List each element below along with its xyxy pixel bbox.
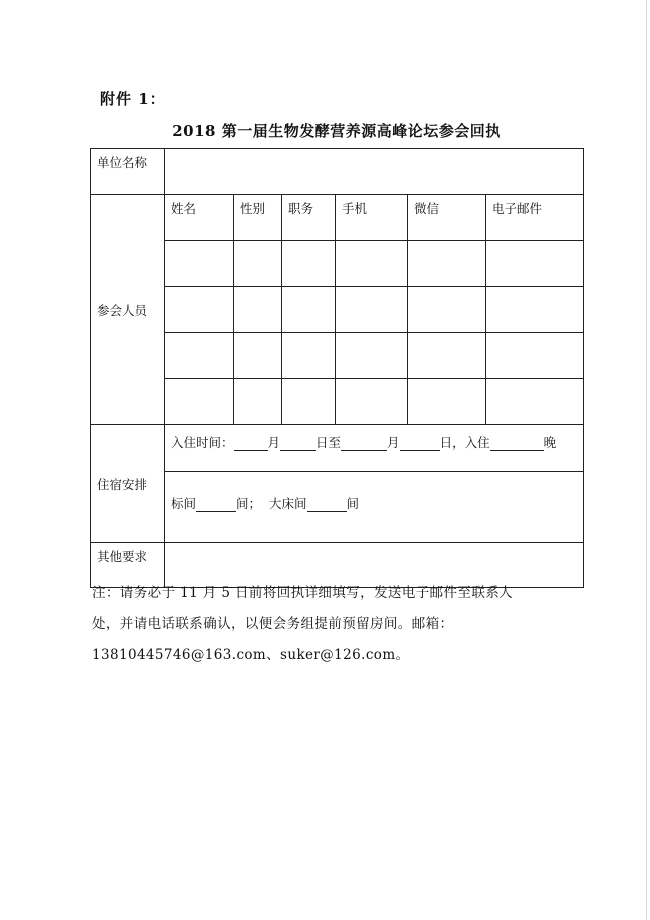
note-line-2: 处，并请电话联系确认，以便会务组提前预留房间。邮箱： [92,616,454,632]
attendee-cell[interactable] [165,379,234,425]
king-room-text: 大床间 [268,496,307,511]
standard-room-blank[interactable] [196,497,236,512]
attendee-cell[interactable] [336,333,408,379]
note-block [92,578,562,671]
attendee-cell[interactable] [234,287,282,333]
attendee-cell[interactable] [282,333,336,379]
nights-blank[interactable] [490,436,544,451]
rooms-cell [165,472,584,543]
attendee-cell[interactable] [486,241,584,287]
attachment-label: 附件 1： [100,90,166,108]
table-row [91,333,584,379]
attendee-cell[interactable] [165,287,234,333]
attendee-header-row [91,195,584,241]
other-label: 其他要求 [97,549,148,564]
column-header-gender: 性别 [234,195,282,241]
checkin-prefix: 入住时间： [171,435,234,450]
unit-label-cell [91,149,165,195]
unit-value[interactable] [165,149,583,157]
attendee-cell[interactable] [336,241,408,287]
table-row [91,287,584,333]
attendees-label: 参会人员 [97,302,148,318]
rooms-line [165,472,583,532]
unit-label: 单位名称 [97,155,148,170]
attendee-cell[interactable] [486,287,584,333]
checkin-month-text: 月 [267,435,281,450]
king-room-unit: 间 [346,496,360,511]
lodging-label: 住宿安排 [97,476,148,492]
page-edge-divider [646,0,647,920]
checkin-cell [165,425,584,472]
nights-text: 晚 [543,435,557,450]
attendee-cell[interactable] [336,379,408,425]
attendee-cell[interactable] [282,287,336,333]
standard-room-unit: 间； [236,496,262,511]
column-header-mobile: 手机 [336,195,408,241]
attendee-cell[interactable] [165,241,234,287]
checkout-month-blank[interactable] [341,436,387,451]
checkin-line [165,425,583,471]
attendee-cell[interactable] [234,333,282,379]
attendee-cell[interactable] [486,333,584,379]
lodging-row-rooms [91,472,584,543]
attendee-cell[interactable] [234,241,282,287]
page-title: 2018 第一届生物发酵营养源高峰论坛参会回执 [172,122,501,140]
attendee-cell[interactable] [408,287,486,333]
attendee-cell[interactable] [408,333,486,379]
checkin-day-blank[interactable] [280,436,316,451]
attendee-cell[interactable] [234,379,282,425]
lodging-label-cell [91,425,165,543]
king-room-blank[interactable] [307,497,347,512]
lodging-row-checkin [91,425,584,472]
checkin-day-to-text: 日至 [316,435,342,450]
note-line-3: 13810445746@163.com、suker@126.com。 [92,647,410,663]
table-row [91,241,584,287]
unit-input-cell[interactable] [165,149,584,195]
checkout-month-text: 月 [387,435,400,450]
column-header-name: 姓名 [165,195,234,241]
checkout-day-text: 日，入住 [439,435,490,450]
column-header-position: 职务 [282,195,336,241]
checkout-day-blank[interactable] [400,436,440,451]
column-header-wechat: 微信 [408,195,486,241]
attendee-cell[interactable] [282,241,336,287]
attendee-cell[interactable] [408,379,486,425]
other-value[interactable] [165,543,583,551]
table-row [91,379,584,425]
attendee-cell[interactable] [336,287,408,333]
attendees-label-cell [91,195,165,425]
attendee-cell[interactable] [282,379,336,425]
attendee-cell[interactable] [165,333,234,379]
registration-form-table [90,148,584,588]
standard-room-text: 标间 [171,496,197,511]
column-header-email: 电子邮件 [486,195,584,241]
checkin-month-blank[interactable] [234,436,268,451]
unit-row [91,149,584,195]
attendee-cell[interactable] [408,241,486,287]
attendee-cell[interactable] [486,379,584,425]
note-line-1: 注：请务必于 11 月 5 日前将回执详细填写，发送电子邮件至联系人 [92,585,514,601]
